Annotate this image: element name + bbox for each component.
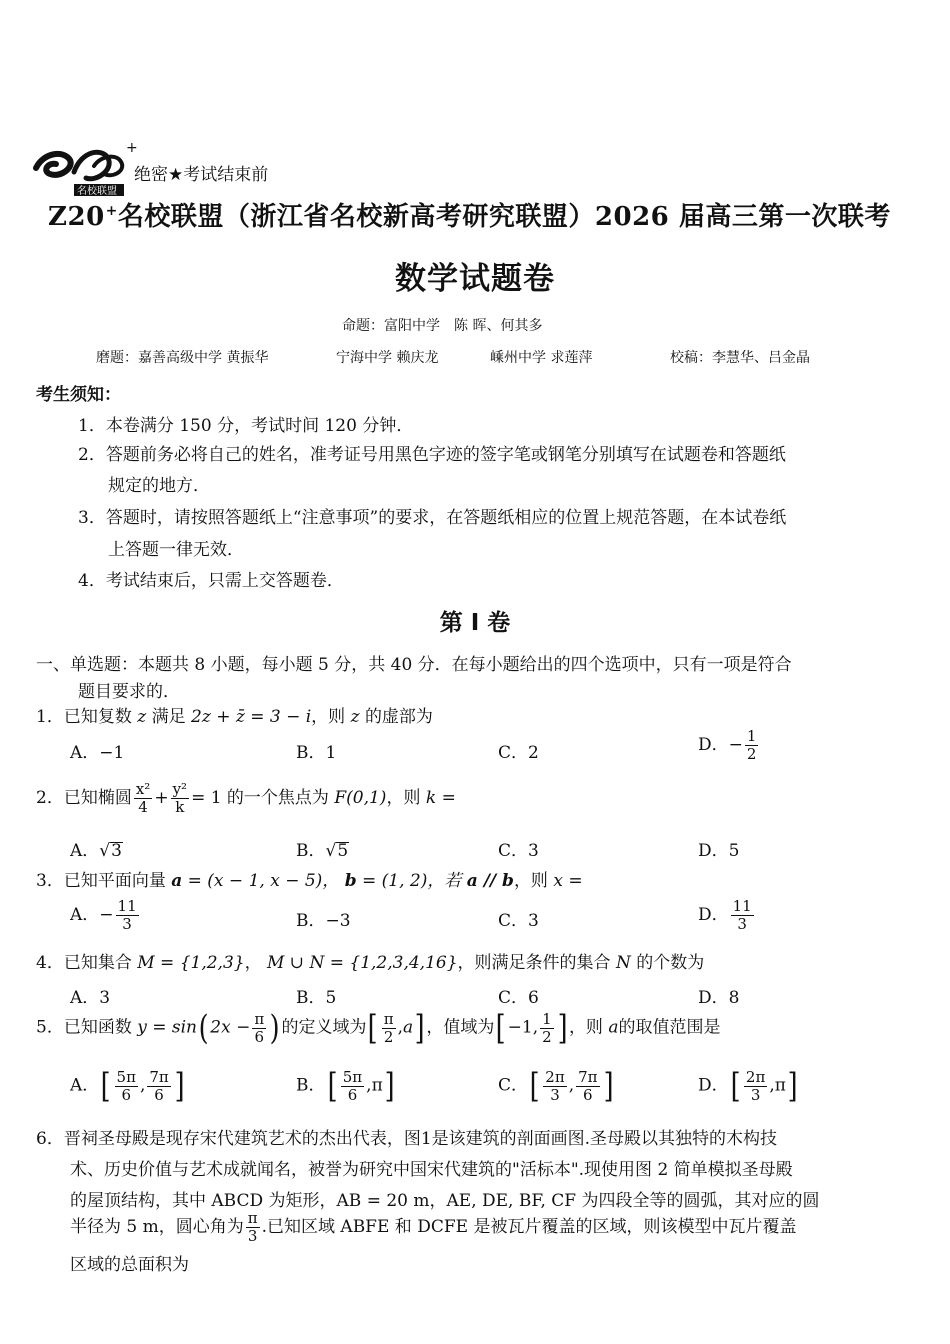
q5-text-3: ，值域为 xyxy=(426,1017,495,1038)
q2-focus: F(0,1) xyxy=(334,788,387,808)
q2-option-d: D．5 xyxy=(698,841,740,861)
q2-four: 4 xyxy=(138,798,148,816)
subject-title: 数学试题卷 xyxy=(395,261,555,297)
q2-ask: k = xyxy=(425,788,456,808)
q5-c-n1: 2π xyxy=(545,1067,565,1086)
q6-line4-a: 半径为 5 m，圆心角为 xyxy=(70,1217,244,1237)
q1-d-fraction xyxy=(745,728,759,763)
q4-option-d: D．8 xyxy=(698,988,740,1008)
q4-option-b: B．5 xyxy=(296,988,337,1008)
q5-b-n1: 5π xyxy=(342,1067,363,1086)
q1-z-2: z xyxy=(350,707,360,727)
q5-option-c: C．[ $\frac{2\pi}{3}$ , $\frac{7\pi}{6}$ ] xyxy=(498,1066,614,1106)
q3-vec-b: b xyxy=(344,871,357,891)
q3-option-c: C．3 xyxy=(498,911,539,931)
q1-text-3: ，则 xyxy=(311,707,346,727)
q5-two: 2 xyxy=(383,1027,394,1046)
question-4 xyxy=(36,948,704,973)
q3-option-b: B．−3 xyxy=(296,911,351,931)
q5-a-n1: 5π xyxy=(116,1067,136,1086)
q5-d-close: ] xyxy=(787,1066,798,1106)
q5-option-a: A．[ $\frac{5\pi}{6}$ , $\frac{7\pi}{6}$ ] xyxy=(70,1066,185,1106)
proofreaders: 校稿：李慧华、吕金晶 xyxy=(670,350,810,366)
q4-option-a: A．3 xyxy=(70,988,111,1008)
q5-c-label: C． xyxy=(498,1075,529,1096)
q5-a-close: ] xyxy=(174,1066,185,1106)
q5-option-b xyxy=(296,1068,396,1104)
q5-m1: −1, xyxy=(507,1017,539,1038)
q1-option-c: C．2 xyxy=(498,743,539,763)
q5-b-d1: 6 xyxy=(347,1085,358,1104)
question-2: 2．已知椭圆 $\frac{\text{x²}}{4}$ + $\frac{\text{y²}}{k}$ = 1 的一个焦点为 F(0,1)，则 k = xyxy=(36,780,456,816)
q2-a-value: 3 xyxy=(111,841,122,861)
q1-option-b: B．1 xyxy=(296,743,337,763)
question-5: 5．已知函数 y = sin(2x − $\frac{\pi}{6}$ )的定义域为[ $\frac{\pi}{2}$ ,a]，值域为[−1, $\frac{1}{2}$ ]，则 a的取值范围是 xyxy=(36,1008,721,1048)
q5-a: a xyxy=(402,1017,414,1038)
q4-text-1: 已知集合 xyxy=(63,953,132,973)
q5-c-d1: 3 xyxy=(550,1085,560,1104)
q5-func: y = sin xyxy=(137,1017,197,1038)
q5-text-1: 已知函数 xyxy=(63,1017,132,1038)
notice-item-2-cont: 规定的地方． xyxy=(108,476,210,496)
q3-text-2: = (x − 1, x − 5)， xyxy=(187,871,340,891)
confidential-label: 绝密★考试结束前 xyxy=(134,165,269,185)
q3-text-3: = (1, 2)，若 xyxy=(362,871,462,891)
q2-b-label: B． xyxy=(296,841,326,861)
q1-d-label: D．− xyxy=(698,735,743,755)
q5-d-n1: 2π xyxy=(745,1067,766,1086)
q4-union: M ∪ N = {1,2,3,4,16} xyxy=(267,953,458,973)
reviewer-1: 磨题：嘉善高级中学 黄振华 xyxy=(96,350,269,366)
q2-k-den: k xyxy=(175,798,185,816)
q5-pi-2: π xyxy=(383,1009,394,1028)
q1-text-1: 已知复数 xyxy=(63,707,132,727)
q5-a-frac-2 xyxy=(147,1069,170,1104)
q5-one: 1 xyxy=(542,1009,552,1028)
q5-domain-frac xyxy=(382,1011,396,1046)
q5-bracket-4: ] xyxy=(557,1008,568,1048)
q2-frac-x xyxy=(134,781,152,816)
q2-frac-y xyxy=(171,781,190,816)
q3-d-label: D． xyxy=(698,905,729,925)
section-heading-cont: 题目要求的． xyxy=(78,682,180,702)
q5-bracket-3: [ xyxy=(496,1008,506,1048)
q3-text-4: ，则 xyxy=(513,871,548,891)
question-6-line-1: 6．晋祠圣母殿是现存宋代建筑艺术的杰出代表，图1是该建筑的剖面画图.圣母殿以其独特的木构技 xyxy=(36,1129,778,1149)
q3-ask: x = xyxy=(553,871,583,891)
q5-six: 6 xyxy=(254,1027,265,1046)
q4-num: 4． xyxy=(36,953,64,973)
q1-option-a: A．−1 xyxy=(70,743,125,763)
q3-d-den: 3 xyxy=(737,915,747,933)
q4-set-m: M = {1,2,3} xyxy=(137,953,245,973)
q2-option-a: A．√3 xyxy=(70,841,122,861)
q3-a-num: 11 xyxy=(117,897,137,915)
title-sup: + xyxy=(105,203,118,220)
q1-num: 1． xyxy=(36,707,64,727)
q3-d-num: 11 xyxy=(732,897,752,915)
q5-c-n2: 7π xyxy=(578,1067,598,1086)
q5-c-frac-1 xyxy=(543,1069,566,1104)
q3-num: 3． xyxy=(36,871,64,891)
q5-text-5: 的取值范围是 xyxy=(618,1017,721,1038)
q5-d-end: ,π xyxy=(769,1075,786,1096)
q5-pi-1: π xyxy=(254,1009,265,1028)
q5-d-d1: 3 xyxy=(750,1085,761,1104)
alliance-logo xyxy=(30,138,140,200)
q2-y2: y² xyxy=(172,780,188,798)
q5-num: 5． xyxy=(36,1017,64,1038)
q2-option-b: B．√5 xyxy=(296,841,349,861)
q5-c-open: [ xyxy=(529,1066,540,1106)
q3-d-fraction xyxy=(731,898,754,933)
question-setters: 命题：富阳中学 陈 晖、何其多 xyxy=(342,318,543,334)
q5-arg-frac xyxy=(252,1011,266,1046)
q3-option-a xyxy=(70,898,141,933)
q3-text-1: 已知平面向量 xyxy=(63,871,166,891)
question-1 xyxy=(36,702,433,727)
q5-option-d xyxy=(698,1068,799,1104)
q5-paren-open: ( xyxy=(198,1008,209,1048)
q5-bracket-1: [ xyxy=(368,1008,379,1048)
q4-option-c: C．6 xyxy=(498,988,539,1008)
q6-angle-den: 3 xyxy=(247,1227,258,1245)
q4-text-2: ， xyxy=(244,953,262,973)
q5-d-frac-1 xyxy=(744,1069,767,1104)
q5-b-open: [ xyxy=(327,1066,338,1106)
q1-equation: 2z + z̄ = 3 − i xyxy=(191,707,312,727)
q4-text-4: 的个数为 xyxy=(636,953,705,973)
q5-c-d2: 6 xyxy=(583,1085,593,1104)
question-6-line-3: 的屋顶结构，其中 ABCD 为矩形，AB = 20 m，AE, DE, BF, CF 为四段全等的圆弧，其对应的圆 xyxy=(70,1191,820,1211)
q5-b-close: ] xyxy=(384,1066,395,1106)
q5-a-2: a xyxy=(608,1017,619,1038)
q2-a-label: A． xyxy=(70,841,100,861)
title-rest: 名校联盟（浙江省名校新高考研究联盟）2026 届高三第一次联考 xyxy=(117,202,891,232)
q3-a-label: A．− xyxy=(70,905,114,925)
q5-range-frac xyxy=(540,1011,554,1046)
q1-d-num: 1 xyxy=(746,727,757,745)
q5-arg: 2x − xyxy=(210,1017,251,1038)
q2-x2: x² xyxy=(135,780,151,798)
title-prefix: Z20 xyxy=(48,202,105,232)
notice-item-2: 2．答题前务必将自己的姓名，准考证号用黑色字迹的签字笔或钢笔分别填写在试题卷和答题纸 xyxy=(78,445,786,465)
q3-a-fraction xyxy=(116,898,139,933)
logo-text: 名校联盟 xyxy=(77,186,117,197)
q5-c-close: ] xyxy=(603,1066,614,1106)
q2-text-1: 已知椭圆 xyxy=(63,788,132,808)
q5-b-end: ,π xyxy=(366,1075,383,1096)
q4-set-n: N xyxy=(615,953,631,973)
reviewer-2: 宁海中学 赖庆龙 xyxy=(336,350,439,366)
q6-line4-b: .已知区域 ABFE 和 DCFE 是被瓦片覆盖的区域，则该模型中瓦片覆盖 xyxy=(261,1217,797,1237)
volume-title: 第 I 卷 xyxy=(439,610,511,636)
q5-bracket-2: ] xyxy=(414,1008,425,1048)
question-6-line-4 xyxy=(70,1210,796,1245)
q3-parallel: a // b xyxy=(466,871,514,891)
question-3 xyxy=(36,866,583,891)
q5-b-label: B． xyxy=(296,1075,326,1096)
q2-text-2: = 1 的一个焦点为 xyxy=(191,788,329,808)
q5-a-label: A． xyxy=(70,1075,100,1096)
q5-d-open: [ xyxy=(730,1066,741,1106)
q5-two-2: 2 xyxy=(542,1027,552,1046)
reviewer-3: 嵊州中学 求莲萍 xyxy=(490,350,593,366)
q5-a-d1: 6 xyxy=(121,1085,132,1104)
q5-a-frac-1 xyxy=(115,1069,138,1104)
q5-a-open: [ xyxy=(100,1066,111,1106)
notice-item-4: 4．考试结束后，只需上交答题卷． xyxy=(78,571,344,591)
q1-text-2: 满足 xyxy=(151,707,186,727)
q6-angle-num: π xyxy=(247,1209,258,1227)
q1-z: z xyxy=(137,707,147,727)
svg-text:+: + xyxy=(126,140,138,156)
notice-item-3-cont: 上答题一律无效． xyxy=(108,540,244,560)
q5-text-2: 的定义域为 xyxy=(281,1017,367,1038)
q5-b-frac-1 xyxy=(341,1069,364,1104)
question-6-line-2: 术、历史价值与艺术成就闻名，被誉为研究中国宋代建筑的"活标本".现使用图 2 简单模拟圣母殿 xyxy=(70,1160,793,1180)
q1-option-d xyxy=(698,728,760,763)
q5-d-label: D． xyxy=(698,1075,729,1096)
q2-option-c: C．3 xyxy=(498,841,539,861)
q5-c-frac-2 xyxy=(576,1069,599,1104)
q5-a-d2: 6 xyxy=(154,1085,164,1104)
q1-d-den: 2 xyxy=(746,745,757,763)
exam-title xyxy=(48,196,891,233)
q4-text-3: ，则满足条件的集合 xyxy=(457,953,611,973)
q5-text-4: ，则 xyxy=(568,1017,603,1038)
q2-num: 2． xyxy=(36,788,64,808)
section-heading: 一、单选题：本题共 8 小题，每小题 5 分，共 40 分．在每小题给出的四个选项中，只有一项是符合 xyxy=(36,655,792,675)
q2-text-3: ，则 xyxy=(386,788,421,808)
q3-option-d xyxy=(698,898,756,933)
q1-text-4: 的虚部为 xyxy=(364,707,433,727)
q3-vec-a: a xyxy=(171,871,183,891)
q5-a-n2: 7π xyxy=(149,1067,169,1086)
notice-heading: 考生须知： xyxy=(36,385,121,405)
q5-paren-close: ) xyxy=(269,1008,280,1048)
question-6-line-5: 区域的总面积为 xyxy=(70,1255,189,1275)
q3-a-den: 3 xyxy=(122,915,132,933)
notice-item-3: 3．答题时，请按照答题纸上“注意事项”的要求，在答题纸相应的位置上规范答题，在本试卷纸 xyxy=(78,508,787,528)
q6-angle-frac xyxy=(246,1210,260,1245)
q2-b-value: 5 xyxy=(337,841,349,861)
notice-item-1: 1．本卷满分 150 分，考试时间 120 分钟． xyxy=(78,416,414,436)
